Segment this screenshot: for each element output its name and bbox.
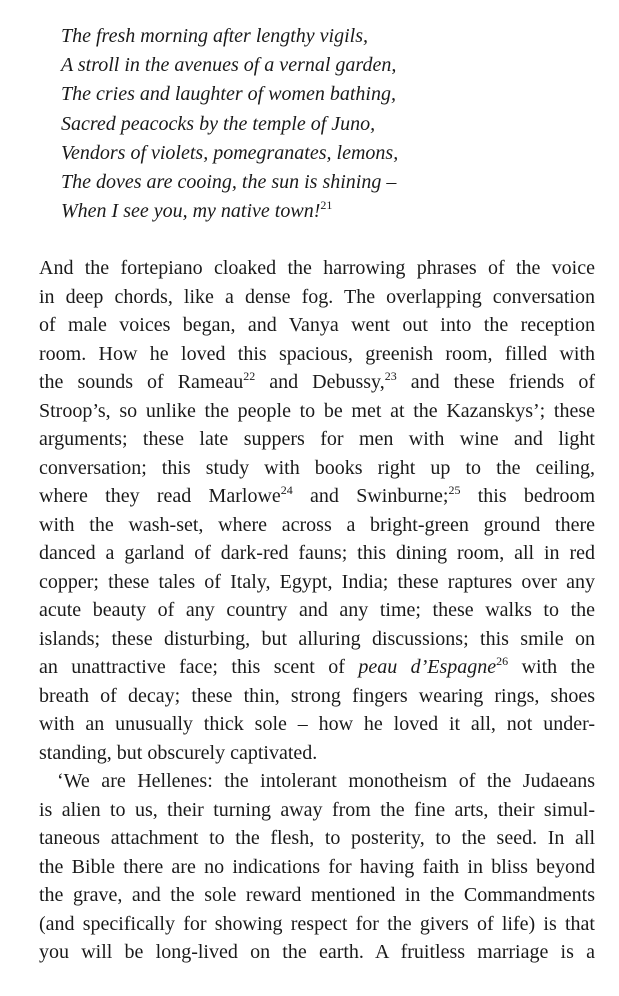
text-run: with the (508, 656, 595, 678)
poem-line: The cries and laughter of women bathing, (61, 83, 396, 106)
text-line: acute beauty of any country and any time; these walks to the (39, 599, 595, 621)
text-line: of male voices began, and Vanya went out into the reception (39, 314, 595, 336)
text-line: the Bible there are no indications for having faith in bliss beyond (39, 855, 595, 878)
text-line: copper; these tales of Italy, Egypt, India; these raptures over any (39, 570, 595, 593)
text-run: where they read Marlowe (39, 485, 281, 507)
text-line: standing, but obscurely captivated. (39, 741, 318, 764)
poem-line: The doves are cooing, the sun is shining – (61, 171, 397, 194)
poem-line: Vendors of violets, pomegranates, lemons, (61, 141, 399, 164)
text-line: taneous attachment to the flesh, to posterity, to the seed. In all (39, 827, 595, 849)
text-line: with an unusually thick sole – how he loved it all, not under- (39, 713, 595, 735)
poem-line-text: When I see you, my native town! (61, 200, 321, 223)
italic-phrase: peau d’Espagne (358, 656, 497, 678)
poem-stanza (61, 22, 398, 226)
footnote-ref-24[interactable]: 24 (280, 483, 293, 497)
poem-line-last (61, 197, 398, 226)
text-line: is alien to us, their turning away from the fine arts, their simul- (39, 798, 595, 821)
text-line (39, 653, 595, 682)
poem-line: Sacred peacocks by the temple of Juno, (61, 112, 376, 135)
footnote-ref-23[interactable]: 23 (384, 369, 397, 383)
text-line: you will be long-lived on the earth. A fruitless marriage is a (39, 941, 595, 963)
text-line: conversation; this study with books right up to the ceiling, (39, 456, 595, 479)
text-line: ‘We are Hellenes: the intolerant monotheism of the Judaeans (57, 770, 595, 792)
text-run: the sounds of Rameau (39, 371, 244, 393)
text-line (39, 482, 595, 511)
text-run: and Swinburne; (292, 485, 449, 507)
text-line: room. How he loved this spacious, greenish room, filled with (39, 342, 595, 365)
text-line: (and specifically for showing respect for the givers of life) is that (39, 912, 595, 935)
text-run: and Debussy, (255, 371, 385, 393)
text-line: Stroop’s, so unlike the people to be met at the Kazanskys’; these (39, 399, 595, 422)
text-line: with the wash-set, where across a bright-green ground there (39, 513, 595, 536)
text-run: an unattractive face; this scent of (39, 656, 359, 678)
text-line (39, 368, 595, 397)
poem-line: A stroll in the avenues of a vernal garden, (61, 54, 397, 77)
text-line: islands; these disturbing, but alluring discussions; this smile on (39, 627, 595, 650)
paragraph-2 (39, 767, 595, 967)
paragraph-1 (39, 254, 595, 767)
footnote-ref-21[interactable]: 21 (320, 198, 333, 213)
text-run: and these friends of (396, 371, 596, 393)
text-line: the grave, and the sole reward mentioned in the Commandments (39, 884, 595, 906)
text-line: And the fortepiano cloaked the harrowing phrases of the voice (39, 257, 595, 279)
footnote-ref-25[interactable]: 25 (448, 483, 461, 497)
poem-line: The fresh morning after lengthy vigils, (61, 25, 369, 47)
text-line: breath of decay; these thin, strong fingers wearing rings, shoes (39, 684, 595, 707)
text-run: this bedroom (460, 485, 595, 507)
footnote-ref-22[interactable]: 22 (243, 369, 256, 383)
text-line: arguments; these late suppers for men with wine and light (39, 428, 595, 450)
text-line: in deep chords, like a dense fog. The overlapping conversation (39, 285, 595, 308)
text-line: danced a garland of dark-red fauns; this dining room, all in red (39, 542, 595, 564)
prose-body (39, 254, 595, 967)
footnote-ref-26[interactable]: 26 (496, 654, 509, 668)
